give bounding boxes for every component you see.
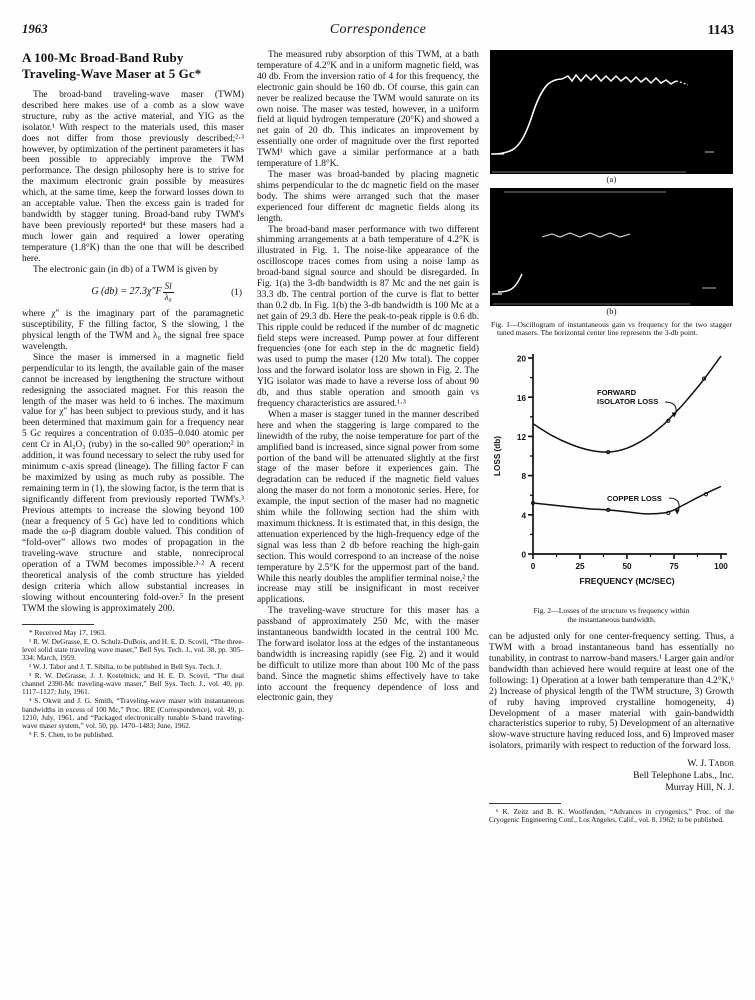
- svg-text:FREQUENCY (MC/SEC): FREQUENCY (MC/SEC): [579, 576, 675, 586]
- equation-lhs: G (db) = 27.3χ″F: [91, 286, 162, 298]
- figure-2-chart: [489, 346, 734, 604]
- svg-text:25: 25: [575, 562, 585, 571]
- footnote-item: ⁵ F. S. Chen, to be published.: [29, 729, 114, 739]
- author-organization: Bell Telephone Labs., Inc.: [633, 770, 734, 782]
- author-name: W. J. Tabor: [687, 758, 734, 770]
- article-title-line-2: Traveling-Wave Maser at 5 Gc*: [22, 66, 202, 81]
- author-signature: [489, 758, 734, 794]
- figure-1a-label: (a): [606, 175, 617, 184]
- footnote-item: ² W. J. Tabor and J. T. Sibilia, to be published in Bell Sys. Tech. J.: [29, 662, 222, 672]
- svg-text:12: 12: [516, 433, 526, 442]
- svg-text:75: 75: [669, 562, 679, 571]
- footnotes-right: [489, 808, 734, 824]
- svg-text:8: 8: [521, 472, 526, 482]
- svg-text:0: 0: [521, 550, 526, 560]
- svg-text:FORWARD: FORWARD: [597, 388, 637, 397]
- equation-fraction: [163, 282, 174, 302]
- svg-text:20: 20: [516, 354, 526, 364]
- paragraph: The electronic gain (in db) of a TWM is given by: [33, 264, 219, 275]
- oscilloscope-trace-a: [490, 50, 733, 174]
- footnote-item: ¹ R. W. DeGrasse, E. O. Schulz-DuBois, and H. E. D. Scovil, “The three-level solid state traveling wave maser,” Bell Sys. Tech. J., vol. 38, pp. 305–334; March, 1959.: [22, 636, 244, 662]
- figure-2-caption-line-2: the instantaneous bandwidth.: [567, 614, 656, 624]
- figure-2-caption-line-1: Fig. 2—Losses of the structure vs frequency within: [533, 606, 690, 615]
- svg-text:ISOLATOR LOSS: ISOLATOR LOSS: [597, 397, 659, 406]
- paragraph: The broad-band traveling-wave maser (TWM) described here makes use of a comb as a slow wave structure, ruby as the active material, and YIG as the isolator.¹ With respect to the materials used, this maser does not differ from those previously described;²·³ however, by optimization of the pertinent parameters it has been possible to appreciably improve the TWM performance. The design philosophy here is to strive for the maximum electronic grain possible by measures which, at the same time, keep the forward losses down to an acceptable value. Then the excess gain is traded for bandwidth by stagger tuning. Broad-band ruby TWM's have been previously reported⁴ but these masers had a much lower gain and required a lower operating temperature (1.8°K) than the one that will be described here.: [22, 90, 244, 264]
- equation-numerator: Sl: [163, 282, 174, 292]
- footnote-rule: [489, 803, 561, 804]
- author-location: Murray Hill, N. J.: [665, 782, 734, 794]
- footnote-item: * Received May 17, 1963.: [29, 627, 107, 637]
- footnote-item: ⁶ K. Zeitz and B. K. Woolfenden, “Advances in cryogenics,” Proc. of the Cryogenic Engineering Conf., Los Angeles, Calif., vol. 8, 1962; to be published.: [489, 807, 734, 825]
- paragraph: where χ″ is the imaginary part of the paramagnetic susceptibility, F the filling factor, S the slowing, l the physical length of the TWM and λ₀ the signal free space wavelength.: [22, 309, 244, 352]
- footnotes-left: [22, 629, 244, 739]
- running-head-title: Correspondence: [329, 22, 427, 37]
- svg-text:COPPER LOSS: COPPER LOSS: [607, 494, 662, 503]
- svg-text:16: 16: [516, 393, 526, 403]
- figure-1b-label: (b): [606, 306, 617, 316]
- running-head: [22, 22, 734, 40]
- article-title: [22, 50, 244, 82]
- figure-1b-oscillogram: [490, 188, 733, 306]
- svg-text:100: 100: [714, 562, 728, 571]
- paragraph: The traveling-wave structure for this maser has a passband of approximately 250 Mc, with the maser instantaneous bandwidth located in the central 100 Mc. The forward isolator loss at the edges of the instantaneous bandwidth is increasing rapidly (see Fig. 2) and it would be difficult to utilize more than about 100 Mc of the pass band. Since the magnetic shims effectively have to take into account the frequency dependence of loss and electronic gain, they: [257, 606, 479, 704]
- paragraph: When a maser is stagger tuned in the manner described here and when the staggering is large compared to the linewidth of the ruby, the noise temperature for part of the amplified band is increased, since signal power from some portion of the band will be attenuated slightly at the first stage of the maser before it experiences gain. The degradation can be reduced if the magnetic field values along the maser do not form a monotonic series. Here, for example, the input section of the maser had no magnetic shim while the following section had the shim with maximum thickness. It is estimated that, in this design, the attenuation experienced by the high-frequency edge of the signal was less than 2 db before reaching the high-gain section. This would correspond to an increase of the noise temperature by 2.5°K for the uppermost part of the band. While this nearly doubles the amplifier terminal noise,² the increase may still be insignificant in most receiver applications.: [257, 409, 479, 606]
- running-head-year: 1963: [22, 22, 48, 36]
- equation-denominator: λ₀: [164, 291, 172, 302]
- paragraph: The maser was broad-banded by placing magnetic shims perpendicular to the dc magnetic field on the maser body. The shims were arranged such that the maser experienced four different dc magnetic fields along its length.: [257, 169, 479, 224]
- footnote-item: ³ R. W. DeGrasse, J. J. Kostelnick, and H. E. D. Scovil, “The dual channel 2390-Mc traveling-wave maser,” Bell Sys. Tech. J., vol. 40, pp. 1117–1127; July, 1961.: [22, 671, 244, 697]
- paragraph: The broad-band maser performance with two different shimming arrangements at a bath temperature of 4.2°K is illustrated in Fig. 1. The noise-like appearance of the oscilloscope traces comes from using a noise lamp as broad-band signal source and should be disregarded. In Fig. 1(a) the 3-db bandwidth is 87 Mc and the net gain is 33.3 db. The central portion of the curve is flat to better than 0.2 db. In Fig. 1(b) the 3-db bandwidth is 100 Mc at a net gain of 29.3 db. Here the peak-to-peak ripple is 0.6 db. This ripple could be reduced if the number of dc magnetic field steps were increased. Pump power at four different frequencies (one for each step in the dc magnetic field) was used to pump the maser (120 Mw total). The copper loss and the forward isolator loss are shown in Fig. 2. The YIG isolator was made to have a reverse loss of about 90 db, and thus stable operation and smooth gain vs frequency characteristics are assured.¹·³: [257, 224, 479, 409]
- svg-text:50: 50: [622, 562, 632, 571]
- equation-1: [22, 282, 244, 302]
- figure-2-caption: [491, 607, 732, 624]
- paragraph: Since the maser is immersed in a magnetic field perpendicular to its length, the available gain of the maser cannot be increased by lengthening the structure without redesigning the associated magnet. For this reason the length of the maser was held to 6 inches. The maximum value for χ″ has been subject to previous study, and it has been determined that maximum gain for a frequency near 5 Gc requires a concentration of 0.035–0.040 atomic per cent Cr in Al₂O₃ (ruby) in the so-called 90° operation;² in addition, it was found necessary to select the ruby used for minimum c-axis spread (lineage). The filling factor F can be maximized by using as much ruby as possible. The remaining term in (1), the slowing factor, is the term that is significantly different from previously reported TWM's.³ Previous attempts to increase the slowing beyond 100 (near a frequency of 5 Gc) have led to conditions which made the ω-β diagram double valued. This condition of “fold-over” allows two modes of propagation in the traveling-wave structure and stable, nonreciprocal operation of a TWM becomes impossible.³·² A recent theoretical analysis of the comb structure has yielded design criteria which allow substantial increases in slowing without encountering fold-over.⁵ In the present TWM the slowing is approximately 200.: [22, 352, 244, 614]
- loss-vs-frequency-plot: [489, 346, 734, 604]
- paragraph: The measured ruby absorption of this TWM, at a bath temperature of 4.2°K and in a uniform magnetic field, was 40 db. From the inversion ratio of 4 for this frequency, the electronic gain should be 160 db. Of course, this gain can never be realized because the TWM would saturate on its own noise. The maser was tested, however, in a uniform field at liquid hydrogen temperature (20°K) and showed a net gain of 20 db. This indicates an improvement by essentially one order of magnitude over the first reported TWM¹ which gave a similar performance at a bath temperature of 1.8°K.: [257, 50, 479, 170]
- article-title-line-1: A 100-Mc Broad-Band Ruby: [22, 50, 184, 65]
- figure-1a-oscillogram: [490, 50, 733, 174]
- page-number: 1143: [707, 22, 734, 37]
- svg-text:0: 0: [530, 562, 536, 571]
- figure-1-caption: Fig. 1—Oscillogram of instantaneous gain vs frequency for the two stagger tuned masers. The horizontal center line represents the 3-db point.: [491, 319, 732, 338]
- equation-number: (1): [231, 288, 242, 299]
- footnote-item: ⁴ S. Okwit and J. G. Smith, “Traveling-wave maser with instantaneous bandwidths in excess of 100 Mc,” Proc. IRE (Correspondence), vol. 49, p. 1210, July, 1961, and “Packaged electronically tunable S-band traveling-wave maser system,” vol. 50, pp. 1470–1483; June, 1962.: [22, 696, 244, 730]
- oscilloscope-trace-b: [490, 188, 733, 306]
- column-right: [489, 50, 734, 825]
- svg-text:LOSS (db): LOSS (db): [493, 435, 502, 477]
- svg-text:4: 4: [521, 511, 526, 521]
- footnote-rule: [22, 624, 94, 625]
- column-left: [22, 50, 244, 740]
- paragraph: can be adjusted only for one center-frequency setting. Thus, a TWM with a broad instantaneous band has essentially no tunability, in contrast to narrow-band masers.¹ Larger gain and/or bandwidth than achieved here would require at least one of the following: 1) Operation at a lower bath temperature than 4.2°K,⁶ 2) Increase of physical length of the TWM structure, 3) Growth of ruby having improved crystalline homogeneity, 4) Development of a maser material with gain-bandwidth characteristics superior to ruby, 5) Development of an alternative slow-wave structure having reduced loss, and 6) Improved maser isolators, primarily with respect to reduction of the forward loss.: [489, 632, 734, 752]
- column-middle: [257, 50, 479, 704]
